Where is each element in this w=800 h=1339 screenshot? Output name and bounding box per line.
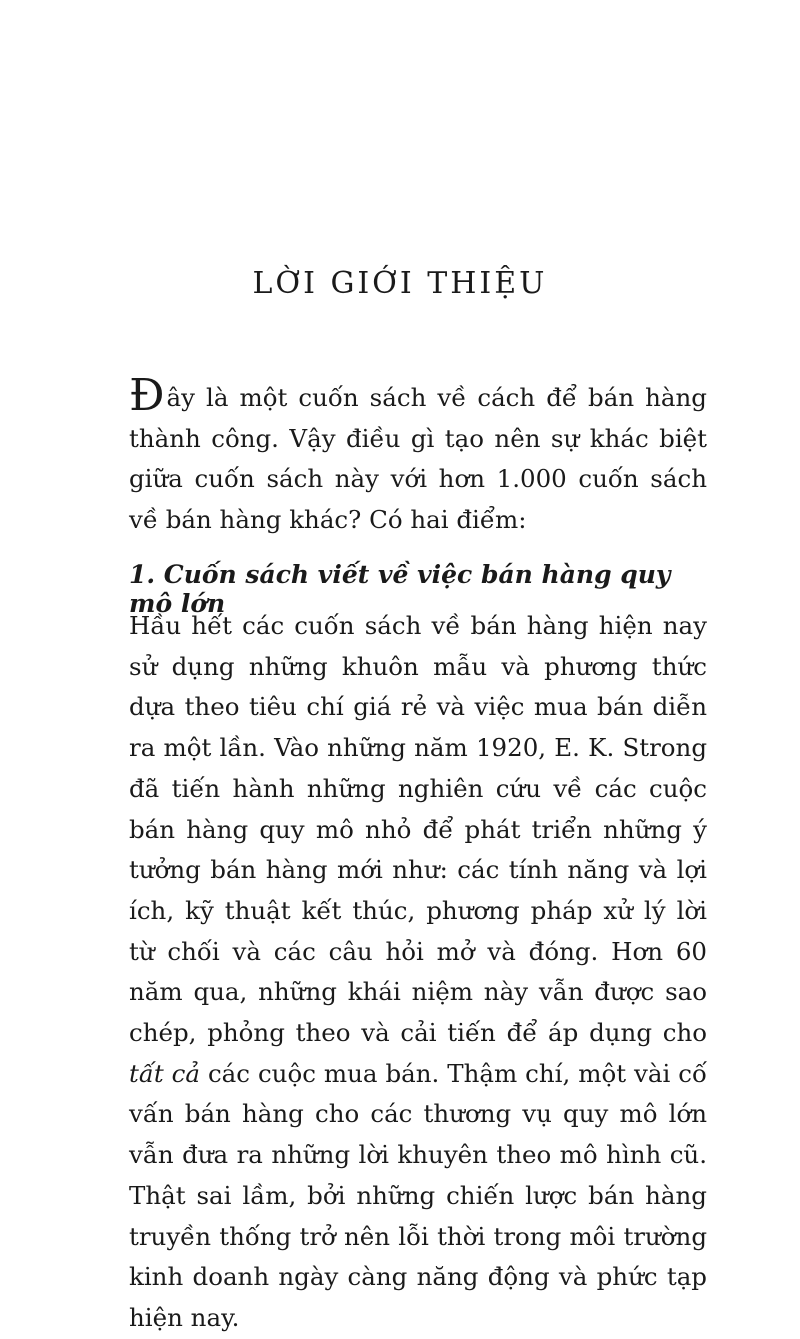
section-text-before: Hầu hết các cuốn sách về bán hàng hiện nay sử dụng những khuôn mẫu và phương thức dựa theo tiêu chí giá rẻ và việc mua bán diễn ra một lần. Vào những năm 1920, E. K. Strong đã tiến hành những nghiên cứu về các cuộc bán hàng quy mô nhỏ để phát triển những ý tưởng bán hàng mới như: các tính năng và lợi ích, kỹ thuật kết thúc, phương pháp xử lý lời từ chối và các câu hỏi mở và đóng. Hơn 60 năm qua, những khái niệm này vẫn được sao chép, phỏng theo và cải tiến để áp dụng cho	[129, 611, 707, 1048]
intro-paragraph	[129, 370, 707, 541]
section-emphasis: tất cả	[129, 1058, 200, 1088]
section-text-after: các cuộc mua bán. Thậm chí, một vài cố vấn bán hàng cho các thương vụ quy mô lớn vẫn đưa ra những lời khuyên theo mô hình cũ. Thật sai lầm, bởi những chiến lược bán hàng truyền thống trở nên lỗi thời trong môi trường kinh doanh ngày càng năng động và phức tạp hiện nay.	[129, 1058, 707, 1332]
drop-cap: Đ	[129, 370, 165, 421]
page-title: LỜI GIỚI THIỆU	[252, 266, 548, 301]
section-paragraph	[129, 606, 707, 1339]
section-heading: 1. Cuốn sách viết về việc bán hàng quy mô lớn	[129, 560, 671, 618]
intro-text: ây là một cuốn sách về cách để bán hàng thành công. Vậy điều gì tạo nên sự khác biệt giữa cuốn sách này với hơn 1.000 cuốn sách về bán hàng khác? Có hai điểm:	[129, 383, 707, 535]
